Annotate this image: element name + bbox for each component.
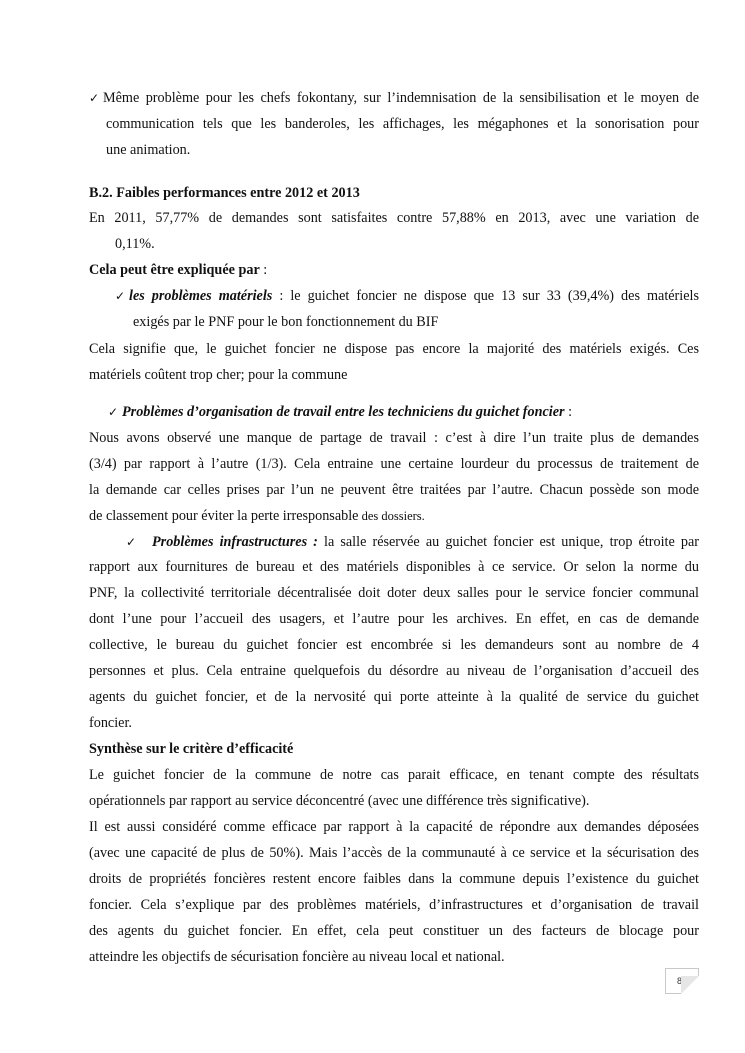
checkmark-icon: ✓ <box>126 535 137 549</box>
text-line: Le guichet foncier de la commune de notre cas parait efficace, en tenant compte des résultats <box>89 767 699 783</box>
bullet-line: ✓ les problèmes matériels : le guichet foncier ne dispose que 13 sur 33 (39,4%) des matériels <box>115 288 699 304</box>
page-number: 87 <box>676 976 687 986</box>
text-line: (avec une capacité de plus de 50%). Mais l’accès de la communauté à ce service et la sécurisation des <box>89 845 699 861</box>
section-heading: Synthèse sur le critère d’efficacité <box>89 741 294 757</box>
text-line: collective, le bureau du guichet foncier est encombrée si les demandeurs sont au nombre de 4 <box>89 637 699 653</box>
text-line: exigés par le PNF pour le bon fonctionnement du BIF <box>133 314 439 330</box>
text-line: de classement pour éviter la perte irresponsable des dossiers. <box>89 508 425 524</box>
text-line: rapport aux fournitures de bureau et des matériels disponibles à ce service. Or selon la norme du <box>89 559 699 575</box>
text-line: (3/4) par rapport à l’autre (1/3). Cela entraine une certaine lourdeur du processus de traitement de <box>89 456 699 472</box>
text-line: foncier. <box>89 715 132 731</box>
page-number-box <box>665 968 699 994</box>
text-line: Cela peut être expliquée par : <box>89 262 268 278</box>
section-heading: B.2. Faibles performances entre 2012 et 2013 <box>89 185 360 201</box>
text-line: personnes et plus. Cela entraine quelquefois du désordre au niveau de l’organisation d’accueil des <box>89 663 699 679</box>
text-line: la demande car celles prises par l’un ne peuvent être traitées par l’autre. Chacun possède son mode <box>89 482 699 498</box>
text-line: 0,11%. <box>115 236 155 252</box>
text-line: matériels coûtent trop cher; pour la commune <box>89 367 348 383</box>
text-line: des agents du guichet foncier. En effet, cela peut constituer un des facteurs de blocage pour <box>89 923 699 939</box>
text-line: En 2011, 57,77% de demandes sont satisfaites contre 57,88% en 2013, avec une variation de <box>89 210 699 226</box>
text-line: foncier. Cela s’explique par des problèmes matériels, d’infrastructures et d’organisation de travail <box>89 897 699 913</box>
page-fold-icon <box>681 976 699 994</box>
checkmark-icon: ✓ <box>115 289 126 303</box>
text-line: une animation. <box>106 142 191 158</box>
bullet-line: ✓ Problèmes infrastructures : la salle réservée au guichet foncier est unique, trop étroite par <box>126 534 699 550</box>
text-line: agents du guichet foncier, et de la nervosité qui porte atteinte à la qualité de service du guichet <box>89 689 699 705</box>
checkmark-icon: ✓ <box>89 91 100 105</box>
text-line: dont l’une pour l’accueil des usagers, et l’autre pour les archives. En effet, en cas de demande <box>89 611 699 627</box>
text-line: atteindre les objectifs de sécurisation foncière au niveau local et national. <box>89 949 505 965</box>
text-line: Il est aussi considéré comme efficace par rapport à la capacité de répondre aux demandes déposées <box>89 819 699 835</box>
bullet-line: ✓ Même problème pour les chefs fokontany, sur l’indemnisation de la sensibilisation et le moyen de <box>89 90 699 106</box>
text-line: communication tels que les banderoles, les affichages, les mégaphones et la sonorisation pour <box>106 116 699 132</box>
bullet-line: ✓ Problèmes d’organisation de travail entre les techniciens du guichet foncier : <box>108 404 573 420</box>
text-line: Cela signifie que, le guichet foncier ne dispose pas encore la majorité des matériels exigés. Ces <box>89 341 699 357</box>
text-line: PNF, la collectivité territoriale décentralisée doit doter deux salles pour le service foncier communal <box>89 585 699 601</box>
checkmark-icon: ✓ <box>108 405 119 419</box>
text-line: opérationnels par rapport au service déconcentré (avec une différence très significative). <box>89 793 590 809</box>
text-line: Nous avons observé une manque de partage de travail : c’est à dire l’un traite plus de demandes <box>89 430 699 446</box>
text-line: droits de propriétés foncières restent encore faibles dans la commune depuis l’existence du guichet <box>89 871 699 887</box>
